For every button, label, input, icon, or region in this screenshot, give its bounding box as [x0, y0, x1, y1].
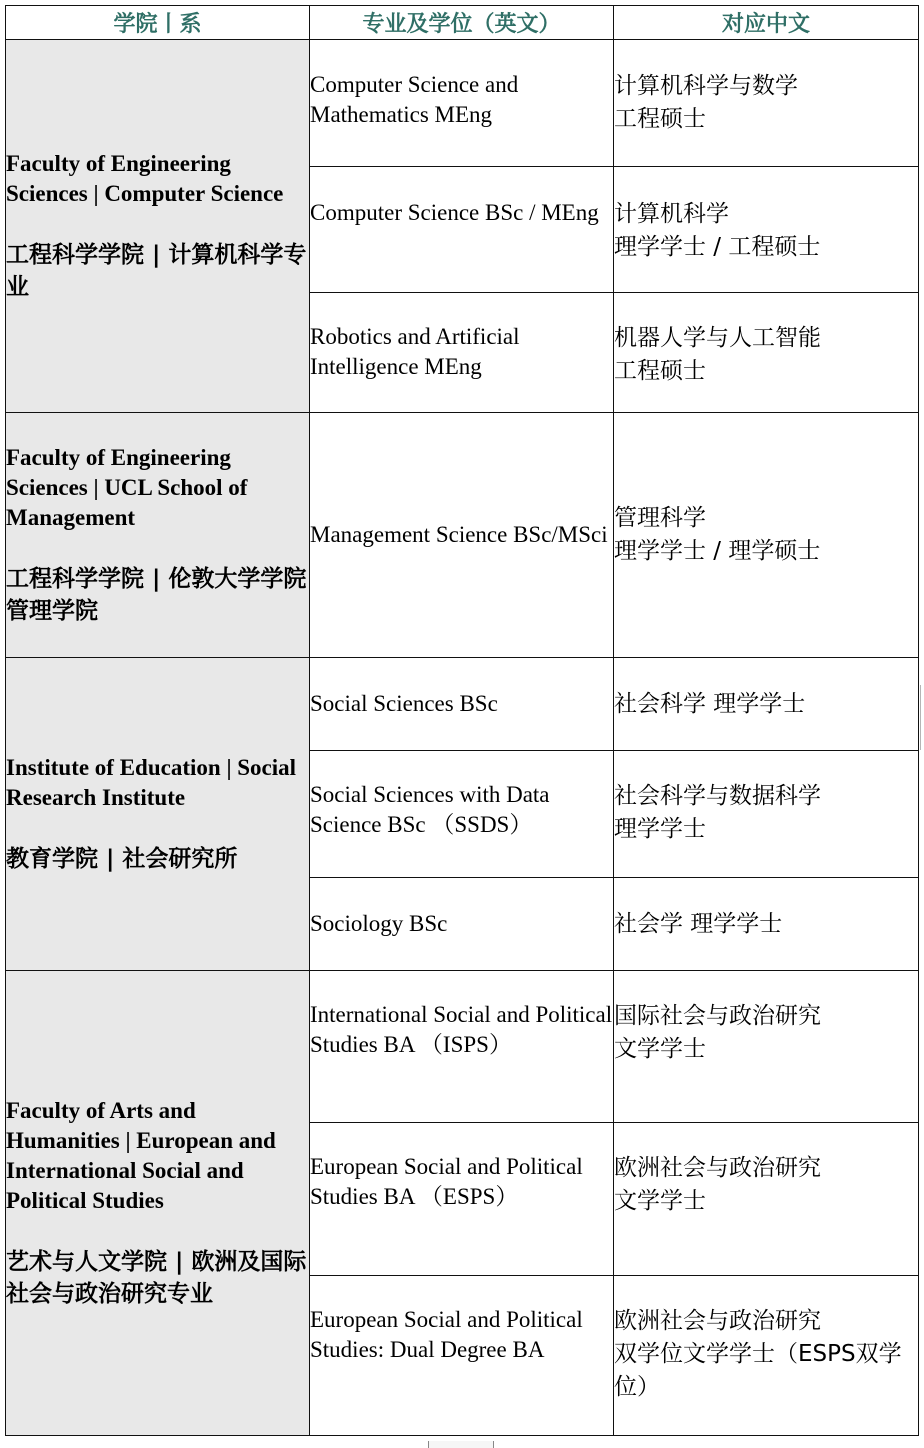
program-degree-zh-line: 理学学士 / 理学硕士 — [614, 538, 821, 564]
program-name-en: Sociology BSc — [310, 878, 614, 971]
program-name-en: Social Sciences with Data Science BSc （SSDS） — [310, 751, 614, 878]
header-program: 专业及学位（英文） — [310, 6, 614, 40]
program-name-zh-line: 社会科学 理学学士 — [614, 690, 806, 717]
program-name-zh — [614, 40, 919, 167]
table-row — [6, 413, 919, 658]
program-name-zh — [614, 413, 919, 658]
header-chinese: 对应中文 — [614, 6, 919, 40]
table-row — [6, 658, 919, 751]
programs-table — [5, 5, 919, 1436]
faculty-name-zh: 艺术与人文学院 | 欧洲及国际社会与政治研究专业 — [6, 1249, 307, 1307]
program-name-zh-line: 管理科学 — [614, 505, 706, 531]
table-row — [6, 40, 919, 167]
table-row — [6, 971, 919, 1123]
program-degree-zh-line: 工程硕士 — [614, 106, 706, 132]
program-name-zh-line: 机器人学与人工智能 — [614, 325, 821, 351]
faculty-cell — [6, 971, 310, 1436]
program-degree-zh-line: 工程硕士 — [614, 358, 706, 384]
faculty-name-en: Faculty of Engineering Sciences | UCL School of Management — [6, 445, 248, 530]
faculty-name-en: Faculty of Engineering Sciences | Computer Science — [6, 151, 284, 206]
program-name-zh — [614, 878, 919, 971]
faculty-name-en: Faculty of Arts and Humanities | European and International Social and Political Studies — [6, 1098, 276, 1213]
program-name-en: Social Sciences BSc — [310, 658, 614, 751]
faculty-name-en: Institute of Education | Social Research Institute — [6, 755, 297, 810]
program-name-en: International Social and Political Studies BA （ISPS） — [310, 971, 614, 1123]
program-degree-zh-line: 理学学士 — [614, 816, 706, 842]
program-degree-zh-line: 文学学士 — [614, 1036, 706, 1062]
program-name-zh-line: 欧洲社会与政治研究 — [614, 1308, 821, 1334]
faculty-name-zh: 工程科学学院 | 伦敦大学学院管理学院 — [6, 566, 307, 624]
program-name-en: European Social and Political Studies BA （ESPS） — [310, 1123, 614, 1276]
program-name-zh-line: 社会学 理学学士 — [614, 910, 783, 937]
program-name-en: Robotics and Artificial Intelligence MEng — [310, 293, 614, 413]
faculty-cell — [6, 40, 310, 413]
program-name-en: Computer Science and Mathematics MEng — [310, 40, 614, 167]
program-name-zh — [614, 658, 919, 751]
program-name-zh — [614, 293, 919, 413]
faculty-name-zh: 工程科学学院 | 计算机科学专业 — [6, 242, 307, 300]
page-edge-mark — [920, 685, 921, 750]
program-name-zh — [614, 1276, 919, 1436]
program-name-zh-line: 计算机科学与数学 — [614, 73, 798, 99]
program-name-zh-line: 社会科学与数据科学 — [614, 783, 821, 809]
header-row — [6, 6, 919, 40]
faculty-name-zh: 教育学院 | 社会研究所 — [6, 846, 238, 872]
program-degree-zh-line: 理学学士 / 工程硕士 — [614, 234, 821, 260]
program-degree-zh-line: 双学位文学学士（ESPS双学位） — [614, 1341, 902, 1400]
program-name-zh — [614, 971, 919, 1123]
program-name-zh-line: 国际社会与政治研究 — [614, 1003, 821, 1029]
program-name-zh — [614, 167, 919, 293]
program-name-en: European Social and Political Studies: Dual Degree BA — [310, 1276, 614, 1436]
header-faculty: 学院丨系 — [6, 6, 310, 40]
program-name-zh-line: 欧洲社会与政治研究 — [614, 1155, 821, 1181]
program-name-en: Computer Science BSc / MEng — [310, 167, 614, 293]
program-degree-zh-line: 文学学士 — [614, 1188, 706, 1214]
program-name-zh-line: 计算机科学 — [614, 201, 729, 227]
page-bottom-tab — [428, 1441, 494, 1448]
program-name-zh — [614, 1123, 919, 1276]
program-name-zh — [614, 751, 919, 878]
faculty-cell — [6, 658, 310, 971]
program-name-en: Management Science BSc/MSci — [310, 413, 614, 658]
faculty-cell — [6, 413, 310, 658]
